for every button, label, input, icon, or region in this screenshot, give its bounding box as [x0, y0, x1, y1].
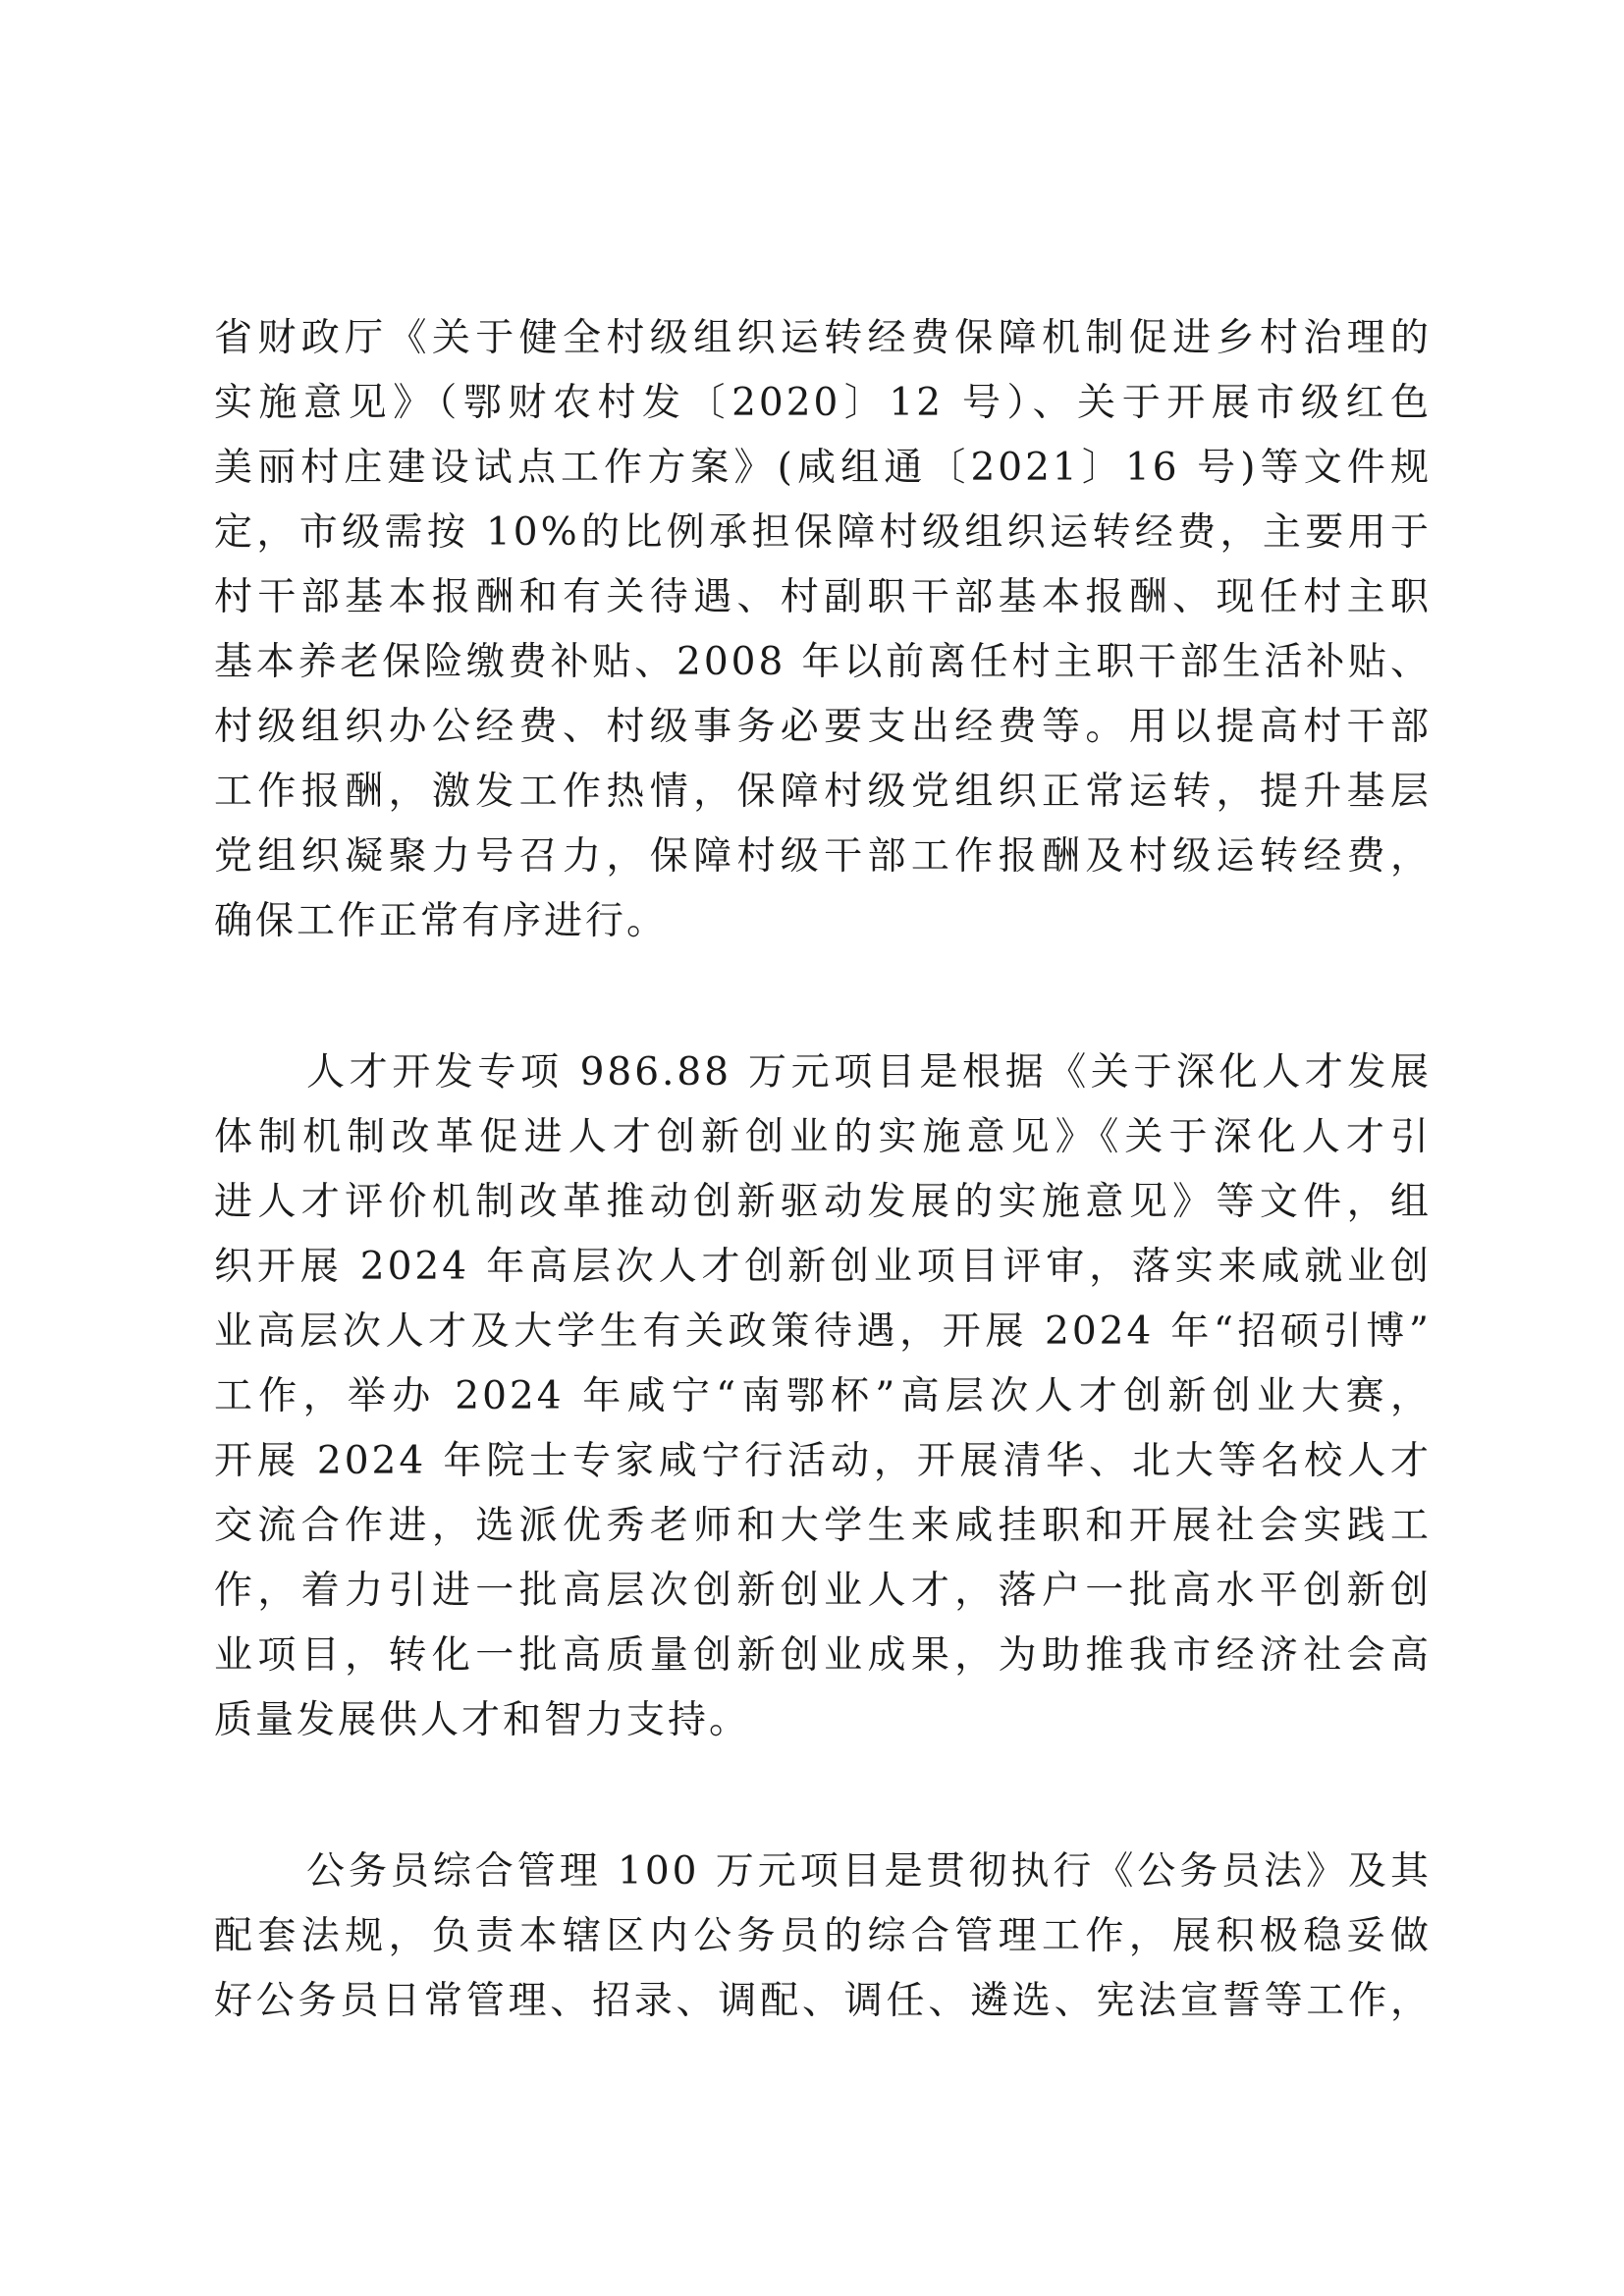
text-line: 好公务员日常管理、招录、调配、调任、遴选、宪法宣誓等工作，: [214, 1979, 1432, 2023]
text-line: 工作报酬，激发工作热情，保障村级党组织正常运转，提升基层: [214, 770, 1432, 814]
text-line: 工作，举办 2024 年咸宁“南鄂杯”高层次人才创新创业大赛，: [214, 1374, 1432, 1418]
paragraph-civil-servant-management: [214, 1840, 1432, 2034]
text-line: 美丽村庄建设试点工作方案》(咸组通〔2021〕16 号)等文件规: [214, 446, 1432, 490]
text-line: 村干部基本报酬和有关待遇、村副职干部基本报酬、现任村主职: [214, 575, 1432, 619]
text-line: 公务员综合管理 100 万元项目是贯彻执行《公务员法》及其: [306, 1849, 1432, 1894]
text-line: 交流合作进，选派优秀老师和大学生来咸挂职和开展社会实践工: [214, 1504, 1432, 1548]
paragraph-village-funding: [214, 306, 1432, 954]
text-line: 业高层次人才及大学生有关政策待遇，开展 2024 年“招硕引博”: [214, 1309, 1432, 1354]
paragraph-talent-development: [214, 1041, 1432, 1753]
text-line: 质量发展供人才和智力支持。: [214, 1698, 751, 1742]
text-line: 省财政厅《关于健全村级组织运转经费保障机制促进乡村治理的: [214, 316, 1432, 360]
text-line: 基本养老保险缴费补贴、2008 年以前离任村主职干部生活补贴、: [214, 640, 1432, 684]
text-line: 党组织凝聚力号召力，保障村级干部工作报酬及村级运转经费，: [214, 834, 1432, 879]
text-line: 实施意见》（鄂财农村发〔2020〕12 号）、关于开展市级红色: [214, 381, 1432, 425]
text-line: 织开展 2024 年高层次人才创新创业项目评审，落实来咸就业创: [214, 1245, 1432, 1289]
text-line: 体制机制改革促进人才创新创业的实施意见》《关于深化人才引: [214, 1115, 1432, 1159]
text-line: 定，市级需按 10%的比例承担保障村级组织运转经费，主要用于: [214, 510, 1432, 555]
text-line: 进人才评价机制改革推动创新驱动发展的实施意见》等文件，组: [214, 1180, 1432, 1224]
text-line: 开展 2024 年院士专家咸宁行活动，开展清华、北大等名校人才: [214, 1439, 1432, 1483]
text-line: 人才开发专项 986.88 万元项目是根据《关于深化人才发展: [306, 1050, 1432, 1095]
text-line: 配套法规，负责本辖区内公务员的综合管理工作，展积极稳妥做: [214, 1914, 1432, 1958]
text-line: 确保工作正常有序进行。: [214, 899, 669, 943]
text-line: 业项目，转化一批高质量创新创业成果，为助推我市经济社会高: [214, 1633, 1432, 1678]
text-line: 村级组织办公经费、村级事务必要支出经费等。用以提高村干部: [214, 705, 1432, 749]
text-line: 作，着力引进一批高层次创新创业人才，落户一批高水平创新创: [214, 1569, 1432, 1613]
